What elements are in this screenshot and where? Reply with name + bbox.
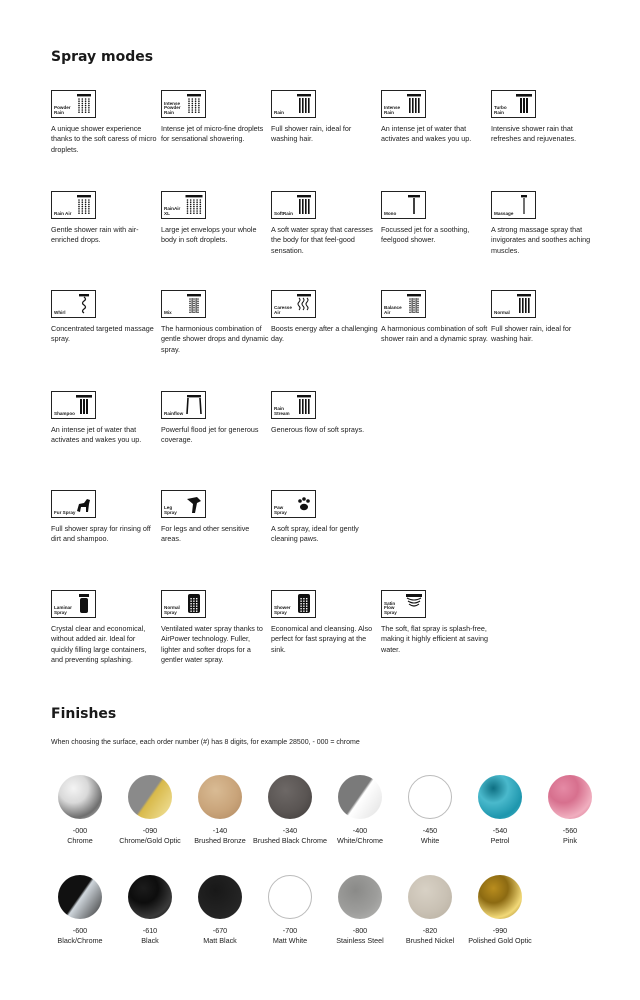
finish-name: White <box>420 835 440 845</box>
finish-code: -340 <box>282 826 298 835</box>
spray-mode-label: Leg Spray <box>164 505 177 516</box>
finishes-intro: When choosing the surface, each order number (#) has 8 digits, for example 28500, - 000 = chrome <box>51 739 360 746</box>
spray-mode-description: Large jet envelops your whole body in soft droplets. <box>161 225 257 245</box>
finish-item <box>390 775 470 845</box>
finish-code: -090 <box>142 826 158 835</box>
dog-icon <box>75 493 93 515</box>
spray-mode-label: Intense Rain <box>384 105 401 116</box>
grid-nozzle-icon <box>295 593 313 615</box>
spray-mode-label: Balance Air <box>384 305 402 316</box>
rain-head-icon <box>295 394 313 416</box>
finish-code: -990 <box>492 926 508 935</box>
spray-mode-description: Full shower rain, ideal for washing hair. <box>271 124 352 144</box>
spray-mode-description: Boosts energy after a challenging day. <box>271 324 378 344</box>
spray-mode-item <box>271 490 379 545</box>
spray-mode-icon-box <box>271 590 316 618</box>
spray-mode-item <box>271 290 379 345</box>
spray-mode-label: Satin Flow Spray <box>384 600 397 616</box>
spray-mode-item <box>381 90 489 145</box>
spray-mode-label: Intense Powder Rain <box>164 100 181 116</box>
mix-head-icon <box>185 293 203 315</box>
finish-name: Polished Gold Optic <box>468 935 532 945</box>
finish-item <box>320 875 400 945</box>
spray-mode-label: Rain Stream <box>274 406 290 417</box>
spray-mode-label: Whirl <box>54 310 66 316</box>
spray-mode-icon-box <box>491 90 536 118</box>
grid-nozzle-icon <box>185 593 203 615</box>
spray-mode-label: Rainflow <box>164 411 184 417</box>
spray-mode-icon-box <box>161 391 206 419</box>
finish-swatch <box>478 775 522 819</box>
spray-mode-item <box>161 191 269 246</box>
spray-mode-description: For legs and other sensitive areas. <box>161 524 250 544</box>
spray-mode-item <box>491 90 599 145</box>
spray-mode-item <box>271 191 379 256</box>
spray-mode-icon-box <box>161 290 206 318</box>
spray-mode-label: Rain <box>274 110 284 116</box>
finish-swatch <box>408 875 452 919</box>
finish-code: -820 <box>422 926 438 935</box>
spray-mode-description: The harmonious combination of gentle shower drops and dynamic spray. <box>161 324 269 354</box>
finish-item <box>180 875 260 945</box>
finishes-title: Finishes <box>51 706 117 722</box>
spray-mode-item <box>491 290 599 345</box>
spray-mode-item <box>491 191 599 256</box>
spray-mode-icon-box <box>51 490 96 518</box>
spray-mode-label: Powder Rain <box>54 105 71 116</box>
spray-mode-item <box>51 90 159 155</box>
spray-mode-item <box>51 290 159 345</box>
spray-mode-item <box>271 90 379 145</box>
finish-item <box>110 775 190 845</box>
mix-head-icon <box>405 293 423 315</box>
finish-code: -000 <box>72 826 88 835</box>
spray-mode-label: RainAir XL <box>164 206 181 217</box>
spray-mode-icon-box <box>271 191 316 219</box>
spray-mode-label: Normal Spray <box>164 605 180 616</box>
satin-flow-icon <box>405 593 423 615</box>
finish-code: -700 <box>282 926 298 935</box>
finish-item <box>530 775 610 845</box>
finish-swatch <box>198 775 242 819</box>
spray-mode-icon-box <box>51 391 96 419</box>
spray-mode-icon-box <box>51 590 96 618</box>
rain-head-icon <box>515 293 533 315</box>
spray-mode-item <box>161 590 269 665</box>
spray-mode-description: A soft water spray that caresses the body for that feel-good sensation. <box>271 225 373 255</box>
finish-swatch <box>58 775 102 819</box>
spray-mode-label: Mono <box>384 211 397 217</box>
mono-jet-icon <box>405 194 423 216</box>
finish-code: -670 <box>212 926 228 935</box>
dog-leg-icon <box>185 493 203 515</box>
spray-modes-title: Spray modes <box>51 49 154 65</box>
spray-mode-description: Intensive shower rain that refreshes and rejuvenates. <box>491 124 577 144</box>
rain-head-icon <box>295 93 313 115</box>
finish-name: Matt Black <box>203 935 237 945</box>
spray-mode-description: A harmonious combination of soft shower rain and a dynamic spray. <box>381 324 488 344</box>
finish-code: -450 <box>422 826 438 835</box>
spray-mode-icon-box <box>491 290 536 318</box>
finish-code: -140 <box>212 826 228 835</box>
turbo-head-icon <box>75 394 93 416</box>
finish-name: Black <box>141 935 159 945</box>
spray-mode-label: Mix <box>164 310 172 316</box>
flow-jet-icon <box>185 394 203 416</box>
spray-mode-icon-box <box>51 191 96 219</box>
spray-mode-label: Rain Air <box>54 211 72 217</box>
dots-head-icon <box>75 93 93 115</box>
finish-code: -400 <box>352 826 368 835</box>
spray-mode-item <box>51 391 159 446</box>
finish-code: -540 <box>492 826 508 835</box>
spray-mode-item <box>161 391 269 446</box>
spray-mode-icon-box <box>271 490 316 518</box>
finish-swatch <box>548 775 592 819</box>
spray-mode-description: Crystal clear and economical, without added air. Ideal for quickly filling large containers, and preventing splashing. <box>51 624 147 664</box>
finish-item <box>250 875 330 945</box>
spray-mode-label: Massage <box>494 211 514 217</box>
finish-item <box>250 775 330 845</box>
spray-mode-description: Intense jet of micro-fine droplets for sensational showering. <box>161 124 264 144</box>
finish-item <box>460 875 540 945</box>
spray-mode-label: Paw Spray <box>274 505 287 516</box>
finish-item <box>390 875 470 945</box>
turbo-head-icon <box>515 93 533 115</box>
finish-item <box>110 875 190 945</box>
finish-name: Black/Chrome <box>57 935 103 945</box>
finish-name: Stainless Steel <box>336 935 384 945</box>
finish-item <box>460 775 540 845</box>
spray-mode-description: An intense jet of water that activates and wakes you up. <box>381 124 472 144</box>
spray-mode-description: A soft spray, ideal for gently cleaning paws. <box>271 524 359 544</box>
finish-item <box>40 775 120 845</box>
finish-name: Brushed Nickel <box>405 935 455 945</box>
spray-mode-label: Normal <box>494 310 510 316</box>
finish-swatch <box>128 775 172 819</box>
finish-name: Chrome/Gold Optic <box>119 835 181 845</box>
finish-name: Brushed Black Chrome <box>253 835 327 845</box>
spray-mode-icon-box <box>271 290 316 318</box>
finish-swatch <box>408 775 452 819</box>
paw-icon <box>295 493 313 515</box>
spray-mode-description: A strong massage spray that invigorates and soothes aching muscles. <box>491 225 591 255</box>
spray-mode-icon-box <box>161 590 206 618</box>
spray-mode-icon-box <box>51 290 96 318</box>
spray-mode-item <box>381 590 489 655</box>
whirl-jet-icon <box>75 293 93 315</box>
finish-swatch <box>268 875 312 919</box>
spray-mode-item <box>271 590 379 655</box>
spray-mode-item <box>161 490 269 545</box>
spray-mode-description: Ventilated water spray thanks to AirPower technology. Fuller, lighter and softer drops for a gentler water spray. <box>161 624 263 664</box>
spray-mode-description: Concentrated targeted massage spray. <box>51 324 154 344</box>
spray-mode-icon-box <box>161 191 206 219</box>
spray-mode-item <box>381 191 489 246</box>
spray-mode-item <box>161 290 269 355</box>
spray-mode-icon-box <box>381 191 426 219</box>
spray-mode-description: Focussed jet for a soothing, feelgood shower. <box>381 225 470 245</box>
spray-mode-description: Gentle shower rain with air-enriched drops. <box>51 225 139 245</box>
spray-mode-icon-box <box>271 391 316 419</box>
rain-head-icon <box>405 93 423 115</box>
finish-swatch <box>268 775 312 819</box>
spray-mode-label: SoftRain <box>274 211 293 217</box>
finish-name: White/Chrome <box>337 835 383 845</box>
massage-head-icon <box>515 194 533 216</box>
spray-mode-label: Shower Spray <box>274 605 291 616</box>
wide-dots-head-icon <box>185 194 203 216</box>
spray-mode-item <box>271 391 379 435</box>
spray-mode-description: Full shower rain, ideal for washing hair. <box>491 324 572 344</box>
finish-swatch <box>478 875 522 919</box>
spray-mode-icon-box <box>51 90 96 118</box>
finish-code: -600 <box>72 926 88 935</box>
spray-mode-icon-box <box>381 290 426 318</box>
spray-mode-icon-box <box>161 90 206 118</box>
spray-mode-description: The soft, flat spray is splash-free, making it highly efficient at saving water. <box>381 624 488 654</box>
finish-swatch <box>58 875 102 919</box>
spray-mode-description: A unique shower experience thanks to the soft caress of micro droplets. <box>51 124 157 154</box>
finish-name: Brushed Bronze <box>194 835 246 845</box>
dots-head-icon <box>75 194 93 216</box>
finish-name: Pink <box>563 835 577 845</box>
rain-head-icon <box>295 194 313 216</box>
spray-mode-item <box>51 590 159 665</box>
spray-mode-icon-box <box>491 191 536 219</box>
dots-head-icon <box>185 93 203 115</box>
spray-mode-description: Economical and cleansing. Also perfect for fast spraying at the sink. <box>271 624 373 654</box>
spray-mode-item <box>51 490 159 545</box>
spray-mode-description: An intense jet of water that activates and wakes you up. <box>51 425 142 445</box>
finish-code: -610 <box>142 926 158 935</box>
finish-swatch <box>128 875 172 919</box>
finish-item <box>40 875 120 945</box>
spray-mode-item <box>161 90 269 145</box>
laminar-icon <box>75 593 93 615</box>
finish-swatch <box>338 775 382 819</box>
finish-name: Petrol <box>490 835 510 845</box>
finish-code: -560 <box>562 826 578 835</box>
spray-mode-icon-box <box>381 90 426 118</box>
spray-mode-label: Shampoo <box>54 411 75 417</box>
finish-name: Chrome <box>67 835 93 845</box>
spray-mode-icon-box <box>381 590 426 618</box>
spray-mode-label: Turbo Rain <box>494 105 507 116</box>
finish-swatch <box>198 875 242 919</box>
spray-mode-item <box>381 290 489 345</box>
spray-mode-label: Caresse Air <box>274 305 292 316</box>
finish-name: Matt White <box>272 935 308 945</box>
spray-mode-label: Fur Spray <box>54 510 76 516</box>
spray-mode-description: Generous flow of soft sprays. <box>271 425 365 434</box>
spray-mode-item <box>51 191 159 246</box>
spray-mode-description: Full shower spray for rinsing off dirt and shampoo. <box>51 524 151 544</box>
spray-mode-icon-box <box>271 90 316 118</box>
finish-swatch <box>338 875 382 919</box>
spray-mode-icon-box <box>161 490 206 518</box>
spray-mode-description: Powerful flood jet for generous coverage. <box>161 425 259 445</box>
wavy-head-icon <box>295 293 313 315</box>
finish-item <box>320 775 400 845</box>
finish-code: -800 <box>352 926 368 935</box>
spray-mode-label: Laminar Spray <box>54 605 72 616</box>
finish-item <box>180 775 260 845</box>
